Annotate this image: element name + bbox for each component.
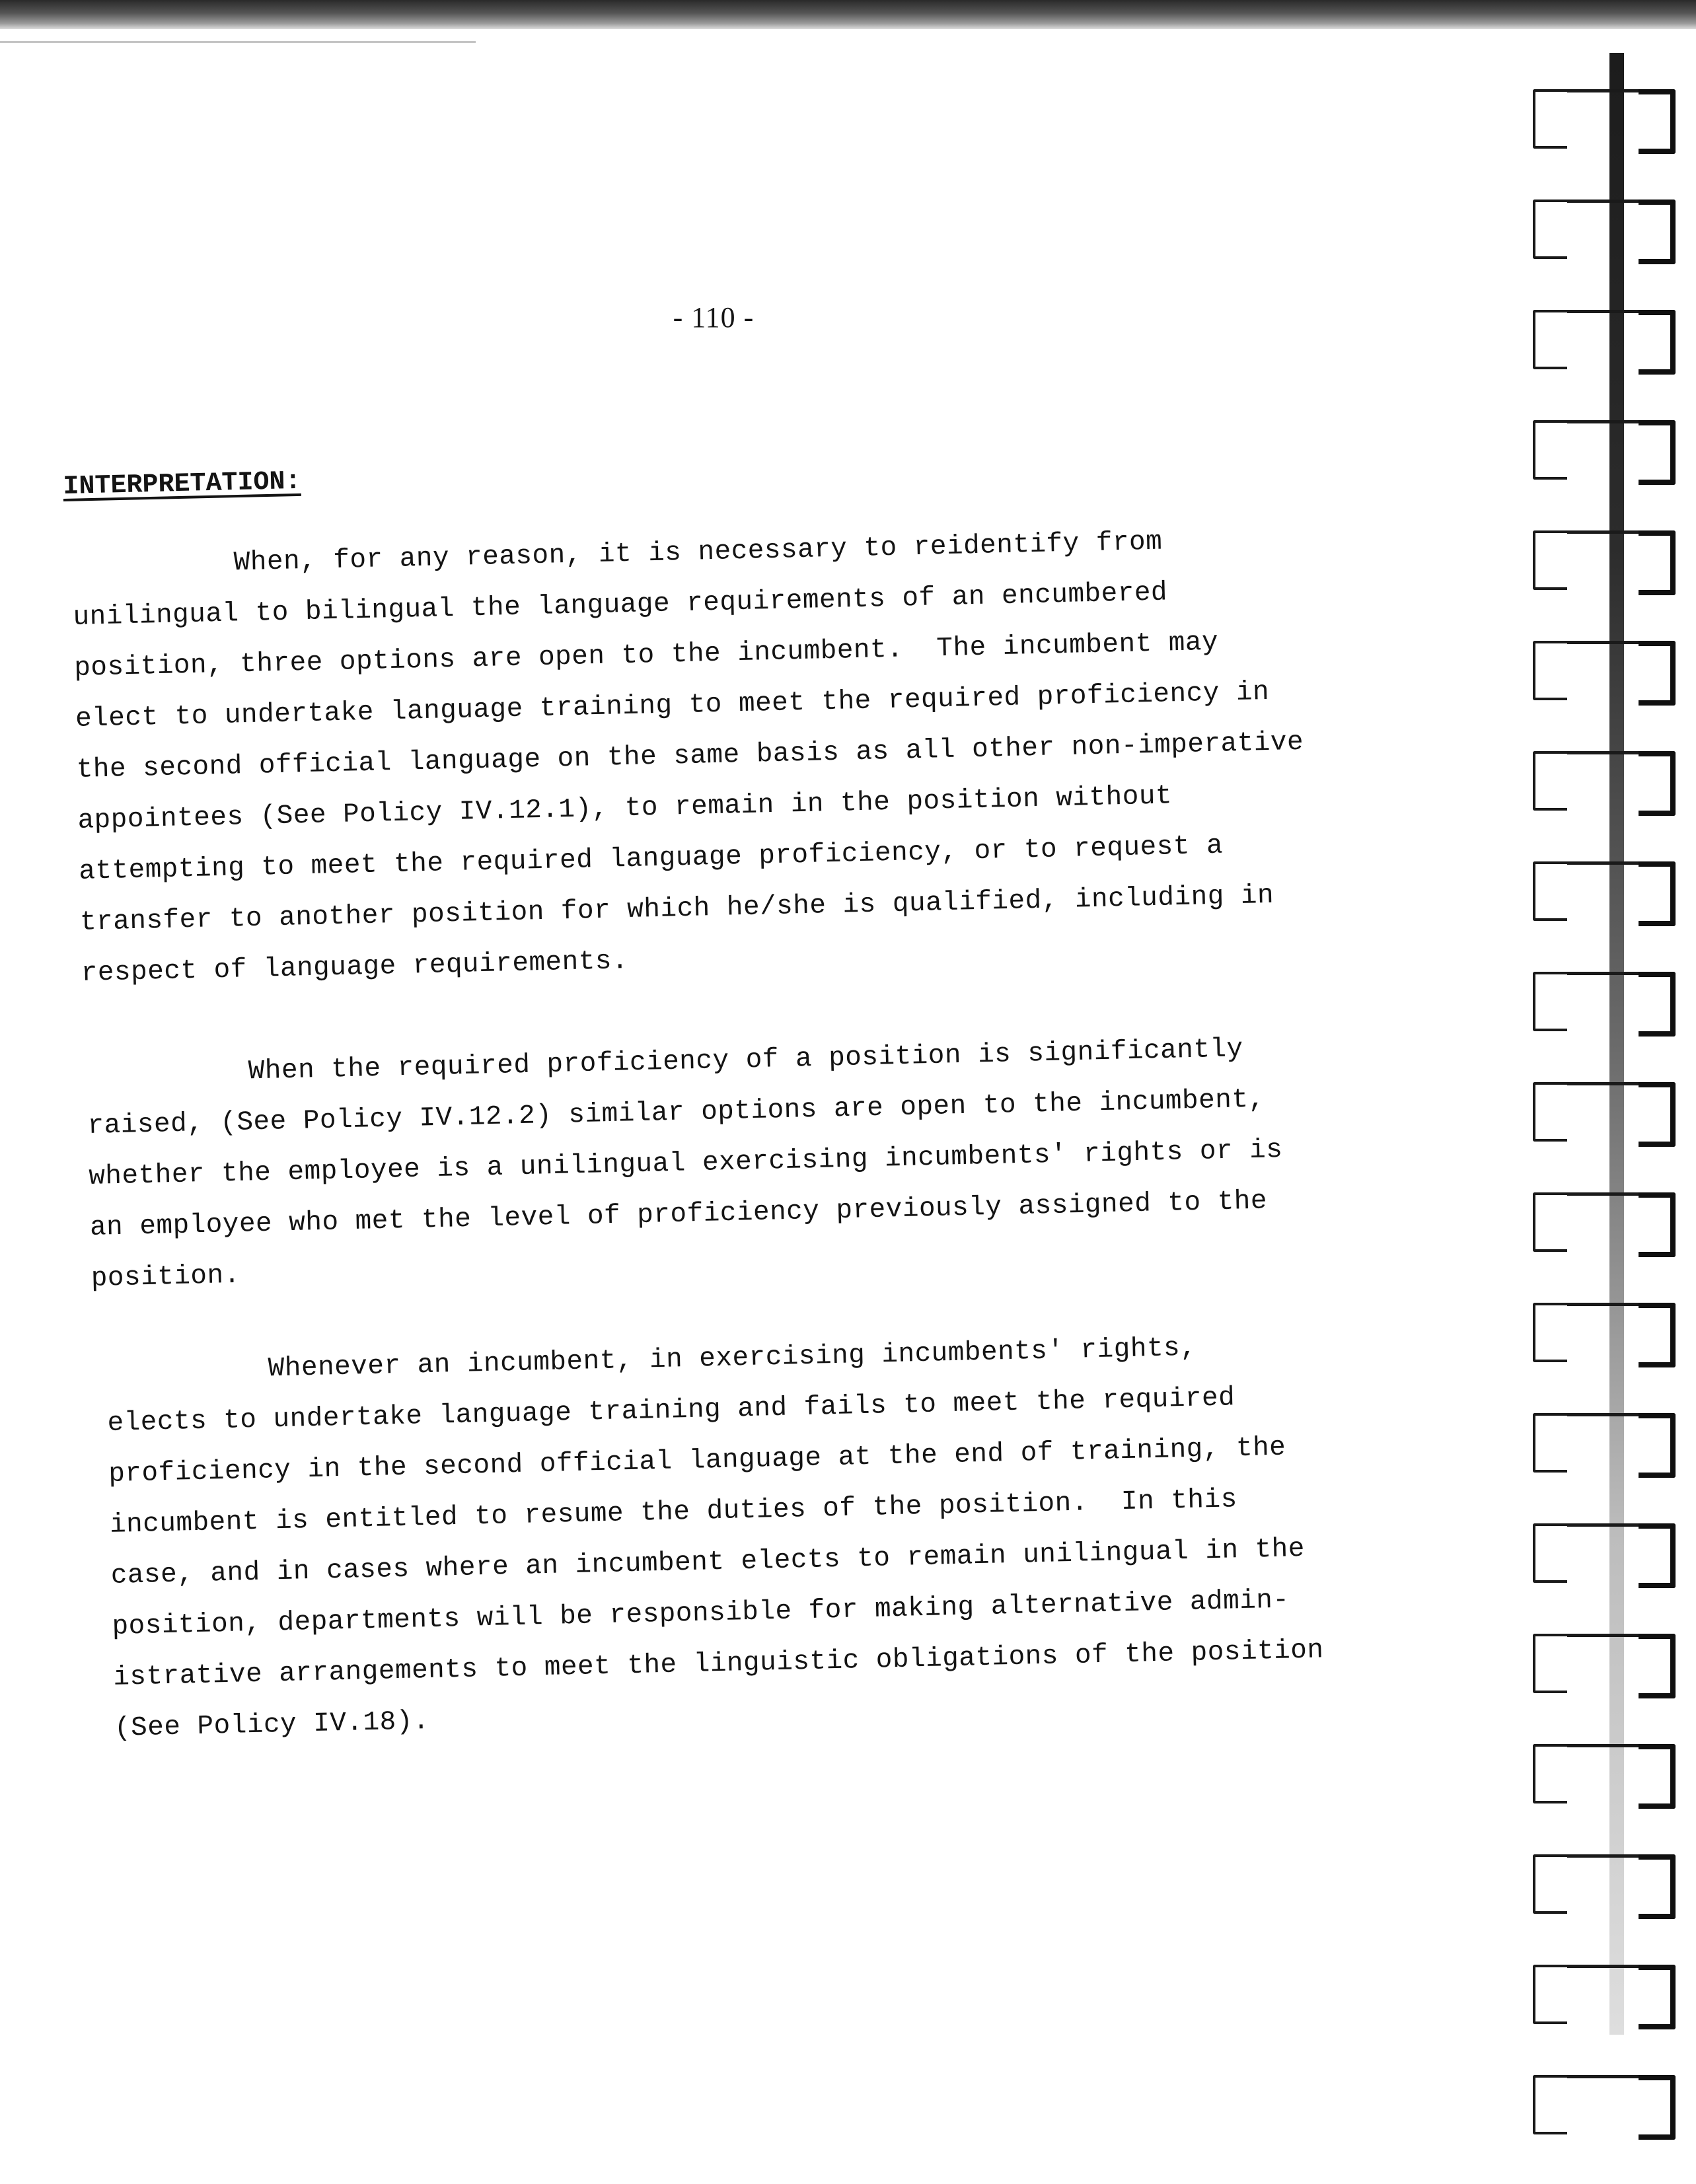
- text-line: istrative arrangements to meet the linguistic obligations of the position: [112, 1635, 1324, 1693]
- binding-ring: [1533, 1413, 1676, 1470]
- binding-ring: [1533, 1523, 1676, 1580]
- binding-ring: [1533, 1965, 1676, 2021]
- text-line: position, departments will be responsible for making alternative admin-: [112, 1585, 1290, 1642]
- text-line: whether the employee is a unilingual exercising incumbents' rights or is: [88, 1134, 1283, 1192]
- text-line: the second official language on the same basis as all other non-imperative: [76, 727, 1304, 785]
- text-line: When the required proficiency of a position is significantly: [248, 1034, 1244, 1087]
- page-number: - 110 -: [673, 301, 755, 334]
- binding-ring: [1533, 861, 1676, 918]
- paragraph-proficiency-raised: [86, 1022, 1346, 1305]
- binding-ring: [1533, 1744, 1676, 1801]
- section-heading: INTERPRETATION:: [63, 466, 301, 502]
- text-line: proficiency in the second official language at the end of training, the: [108, 1432, 1286, 1490]
- binding-ring: [1533, 420, 1676, 477]
- binding-ring: [1533, 1303, 1676, 1360]
- text-line: raised, (See Policy IV.12.2) similar options are open to the incumbent,: [87, 1084, 1266, 1142]
- text-line: elect to undertake language training to meet the required proficiency in: [75, 676, 1270, 735]
- binding-ring: [1533, 972, 1676, 1029]
- text-line: position.: [91, 1260, 241, 1294]
- text-line: respect of language requirements.: [81, 946, 629, 989]
- text-line: case, and in cases where an incumbent elects to remain unilingual in the: [110, 1533, 1306, 1591]
- binding-ring: [1533, 2075, 1676, 2132]
- binding-ring: [1533, 530, 1676, 587]
- spiral-binding: [1520, 26, 1696, 2184]
- scan-edge-shadow: [0, 0, 1696, 29]
- binding-ring: [1533, 751, 1676, 808]
- binding-ring: [1533, 200, 1676, 256]
- binding-ring: [1533, 1854, 1676, 1911]
- text-line: unilingual to bilingual the language requirements of an encumbered: [73, 577, 1168, 633]
- text-line: When, for any reason, it is necessary to reidentify from: [233, 527, 1163, 579]
- binding-ring: [1533, 89, 1676, 146]
- text-line: Whenever an incumbent, in exercising incumbents' rights,: [268, 1332, 1197, 1385]
- text-line: an employee who met the level of proficiency previously assigned to the: [89, 1186, 1268, 1243]
- paragraph-training-failure: [106, 1319, 1370, 1755]
- paragraph-reidentification: [71, 513, 1337, 1000]
- text-line: position, three options are open to the incumbent. The incumbent may: [73, 627, 1219, 684]
- text-line: transfer to another position for which he/she is qualified, including in: [79, 880, 1274, 938]
- binding-ring: [1533, 1192, 1676, 1249]
- text-line: (See Policy IV.18).: [114, 1706, 430, 1744]
- text-line: elects to undertake language training and fails to meet the required: [107, 1383, 1235, 1439]
- binding-ring: [1533, 1082, 1676, 1139]
- binding-ring: [1533, 310, 1676, 367]
- text-line: appointees (See Policy IV.12.1), to remain in the position without: [77, 781, 1173, 836]
- text-line: incumbent is entitled to resume the duties of the position. In this: [109, 1484, 1238, 1541]
- text-line: attempting to meet the required language proficiency, or to request a: [78, 830, 1224, 887]
- binding-ring: [1533, 641, 1676, 698]
- binding-ring: [1533, 1634, 1676, 1691]
- scan-edge-line: [0, 41, 476, 43]
